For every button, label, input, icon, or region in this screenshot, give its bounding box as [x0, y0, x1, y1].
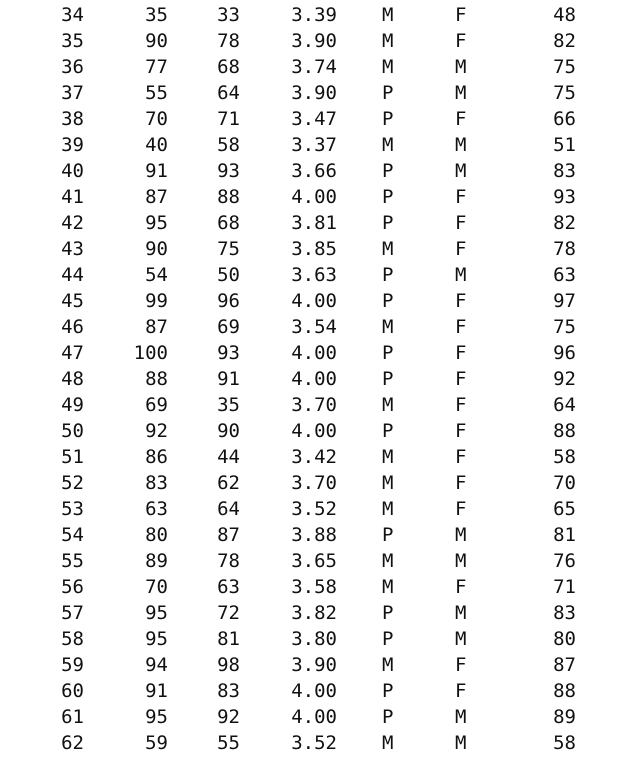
- gender-cell: M: [455, 264, 467, 286]
- col2-cell: 59: [145, 732, 168, 754]
- col2-cell: 89: [145, 550, 168, 572]
- code-cell: P: [382, 82, 394, 104]
- col2-cell: 99: [145, 290, 168, 312]
- table-row: [0, 548, 644, 574]
- score-cell: 76: [553, 550, 576, 572]
- gpa-cell: 3.52: [291, 732, 337, 754]
- gender-cell: M: [455, 56, 467, 78]
- gender-cell: M: [455, 706, 467, 728]
- col3-cell: 88: [217, 186, 240, 208]
- gpa-cell: 3.81: [291, 212, 337, 234]
- code-cell: P: [382, 602, 394, 624]
- table-row: [0, 366, 644, 392]
- col2-cell: 70: [145, 108, 168, 130]
- gpa-cell: 3.63: [291, 264, 337, 286]
- col2-cell: 55: [145, 82, 168, 104]
- score-cell: 75: [553, 82, 576, 104]
- gender-cell: F: [455, 4, 467, 26]
- gender-cell: F: [455, 342, 467, 364]
- col3-cell: 78: [217, 30, 240, 52]
- gender-cell: F: [455, 108, 467, 130]
- id-cell: 54: [61, 524, 84, 546]
- col3-cell: 44: [217, 446, 240, 468]
- table-row: [0, 704, 644, 730]
- gpa-cell: 3.42: [291, 446, 337, 468]
- id-cell: 34: [61, 4, 84, 26]
- score-cell: 82: [553, 30, 576, 52]
- id-cell: 61: [61, 706, 84, 728]
- gender-cell: M: [455, 160, 467, 182]
- code-cell: P: [382, 420, 394, 442]
- id-cell: 57: [61, 602, 84, 624]
- gender-cell: F: [455, 290, 467, 312]
- code-cell: M: [382, 576, 394, 598]
- code-cell: P: [382, 706, 394, 728]
- code-cell: M: [382, 550, 394, 572]
- id-cell: 51: [61, 446, 84, 468]
- col2-cell: 90: [145, 238, 168, 260]
- gender-cell: F: [455, 368, 467, 390]
- table-row: [0, 132, 644, 158]
- score-cell: 88: [553, 420, 576, 442]
- table-row: [0, 730, 644, 756]
- col3-cell: 98: [217, 654, 240, 676]
- id-cell: 36: [61, 56, 84, 78]
- gpa-cell: 4.00: [291, 680, 337, 702]
- col2-cell: 94: [145, 654, 168, 676]
- gpa-cell: 3.65: [291, 550, 337, 572]
- col3-cell: 69: [217, 316, 240, 338]
- code-cell: M: [382, 654, 394, 676]
- table-row: [0, 106, 644, 132]
- gpa-cell: 3.74: [291, 56, 337, 78]
- score-cell: 93: [553, 186, 576, 208]
- col2-cell: 35: [145, 4, 168, 26]
- col3-cell: 50: [217, 264, 240, 286]
- col2-cell: 54: [145, 264, 168, 286]
- gpa-cell: 3.80: [291, 628, 337, 650]
- score-cell: 75: [553, 56, 576, 78]
- table-row: [0, 314, 644, 340]
- col3-cell: 81: [217, 628, 240, 650]
- gender-cell: F: [455, 30, 467, 52]
- gender-cell: F: [455, 394, 467, 416]
- score-cell: 70: [553, 472, 576, 494]
- gender-cell: M: [455, 628, 467, 650]
- col3-cell: 33: [217, 4, 240, 26]
- table-row: [0, 496, 644, 522]
- table-row: [0, 444, 644, 470]
- score-cell: 48: [553, 4, 576, 26]
- gpa-cell: 3.90: [291, 82, 337, 104]
- id-cell: 45: [61, 290, 84, 312]
- code-cell: M: [382, 732, 394, 754]
- code-cell: P: [382, 212, 394, 234]
- table-row: [0, 626, 644, 652]
- col3-cell: 64: [217, 82, 240, 104]
- code-cell: M: [382, 134, 394, 156]
- code-cell: P: [382, 524, 394, 546]
- score-cell: 65: [553, 498, 576, 520]
- code-cell: P: [382, 160, 394, 182]
- id-cell: 44: [61, 264, 84, 286]
- col2-cell: 80: [145, 524, 168, 546]
- gender-cell: M: [455, 134, 467, 156]
- gpa-cell: 4.00: [291, 186, 337, 208]
- table-row: [0, 184, 644, 210]
- table-row: [0, 80, 644, 106]
- table-row: [0, 158, 644, 184]
- col3-cell: 72: [217, 602, 240, 624]
- gpa-cell: 3.88: [291, 524, 337, 546]
- col2-cell: 90: [145, 30, 168, 52]
- gender-cell: M: [455, 524, 467, 546]
- id-cell: 43: [61, 238, 84, 260]
- col3-cell: 91: [217, 368, 240, 390]
- code-cell: P: [382, 342, 394, 364]
- col3-cell: 64: [217, 498, 240, 520]
- data-table: [0, 2, 644, 756]
- gpa-cell: 3.90: [291, 654, 337, 676]
- col2-cell: 91: [145, 680, 168, 702]
- id-cell: 59: [61, 654, 84, 676]
- col2-cell: 91: [145, 160, 168, 182]
- score-cell: 83: [553, 602, 576, 624]
- gender-cell: F: [455, 498, 467, 520]
- id-cell: 56: [61, 576, 84, 598]
- table-row: [0, 574, 644, 600]
- gpa-cell: 4.00: [291, 420, 337, 442]
- col3-cell: 63: [217, 576, 240, 598]
- score-cell: 82: [553, 212, 576, 234]
- col3-cell: 90: [217, 420, 240, 442]
- gpa-cell: 4.00: [291, 706, 337, 728]
- id-cell: 41: [61, 186, 84, 208]
- id-cell: 42: [61, 212, 84, 234]
- col2-cell: 87: [145, 316, 168, 338]
- col3-cell: 71: [217, 108, 240, 130]
- score-cell: 87: [553, 654, 576, 676]
- col3-cell: 93: [217, 342, 240, 364]
- score-cell: 63: [553, 264, 576, 286]
- id-cell: 62: [61, 732, 84, 754]
- table-row: [0, 262, 644, 288]
- score-cell: 71: [553, 576, 576, 598]
- score-cell: 80: [553, 628, 576, 650]
- col3-cell: 62: [217, 472, 240, 494]
- code-cell: M: [382, 498, 394, 520]
- gpa-cell: 3.58: [291, 576, 337, 598]
- col2-cell: 40: [145, 134, 168, 156]
- gpa-cell: 3.47: [291, 108, 337, 130]
- col3-cell: 55: [217, 732, 240, 754]
- gender-cell: M: [455, 550, 467, 572]
- col3-cell: 68: [217, 212, 240, 234]
- table-row: [0, 210, 644, 236]
- table-row: [0, 392, 644, 418]
- score-cell: 96: [553, 342, 576, 364]
- table-row: [0, 652, 644, 678]
- gpa-cell: 3.85: [291, 238, 337, 260]
- col3-cell: 87: [217, 524, 240, 546]
- score-cell: 89: [553, 706, 576, 728]
- id-cell: 50: [61, 420, 84, 442]
- gpa-cell: 3.66: [291, 160, 337, 182]
- gender-cell: F: [455, 238, 467, 260]
- gpa-cell: 3.70: [291, 394, 337, 416]
- table-row: [0, 340, 644, 366]
- col2-cell: 77: [145, 56, 168, 78]
- code-cell: P: [382, 680, 394, 702]
- table-row: [0, 418, 644, 444]
- score-cell: 81: [553, 524, 576, 546]
- col2-cell: 86: [145, 446, 168, 468]
- id-cell: 55: [61, 550, 84, 572]
- id-cell: 48: [61, 368, 84, 390]
- gender-cell: F: [455, 472, 467, 494]
- col3-cell: 96: [217, 290, 240, 312]
- gender-cell: M: [455, 602, 467, 624]
- table-row: [0, 470, 644, 496]
- score-cell: 83: [553, 160, 576, 182]
- table-row: [0, 236, 644, 262]
- code-cell: P: [382, 186, 394, 208]
- gpa-cell: 3.37: [291, 134, 337, 156]
- col3-cell: 83: [217, 680, 240, 702]
- table-row: [0, 28, 644, 54]
- code-cell: P: [382, 368, 394, 390]
- code-cell: P: [382, 108, 394, 130]
- code-cell: M: [382, 30, 394, 52]
- code-cell: M: [382, 238, 394, 260]
- score-cell: 51: [553, 134, 576, 156]
- code-cell: M: [382, 394, 394, 416]
- id-cell: 46: [61, 316, 84, 338]
- col2-cell: 69: [145, 394, 168, 416]
- id-cell: 53: [61, 498, 84, 520]
- code-cell: P: [382, 264, 394, 286]
- gpa-cell: 3.39: [291, 4, 337, 26]
- code-cell: M: [382, 56, 394, 78]
- gpa-cell: 3.82: [291, 602, 337, 624]
- col3-cell: 93: [217, 160, 240, 182]
- col3-cell: 78: [217, 550, 240, 572]
- id-cell: 58: [61, 628, 84, 650]
- col2-cell: 83: [145, 472, 168, 494]
- col2-cell: 88: [145, 368, 168, 390]
- table-row: [0, 522, 644, 548]
- col3-cell: 68: [217, 56, 240, 78]
- score-cell: 58: [553, 732, 576, 754]
- id-cell: 40: [61, 160, 84, 182]
- gender-cell: M: [455, 732, 467, 754]
- id-cell: 60: [61, 680, 84, 702]
- score-cell: 66: [553, 108, 576, 130]
- code-cell: M: [382, 4, 394, 26]
- col2-cell: 70: [145, 576, 168, 598]
- col2-cell: 95: [145, 212, 168, 234]
- col2-cell: 95: [145, 602, 168, 624]
- col3-cell: 35: [217, 394, 240, 416]
- gender-cell: M: [455, 82, 467, 104]
- table-row: [0, 288, 644, 314]
- table-row: [0, 54, 644, 80]
- col3-cell: 75: [217, 238, 240, 260]
- score-cell: 75: [553, 316, 576, 338]
- score-cell: 64: [553, 394, 576, 416]
- table-row: [0, 600, 644, 626]
- gpa-cell: 3.70: [291, 472, 337, 494]
- table-row: [0, 2, 644, 28]
- col3-cell: 58: [217, 134, 240, 156]
- code-cell: M: [382, 446, 394, 468]
- gender-cell: F: [455, 654, 467, 676]
- id-cell: 38: [61, 108, 84, 130]
- score-cell: 58: [553, 446, 576, 468]
- gpa-cell: 3.90: [291, 30, 337, 52]
- col2-cell: 87: [145, 186, 168, 208]
- code-cell: M: [382, 472, 394, 494]
- id-cell: 47: [61, 342, 84, 364]
- gender-cell: F: [455, 420, 467, 442]
- id-cell: 52: [61, 472, 84, 494]
- score-cell: 88: [553, 680, 576, 702]
- gpa-cell: 3.52: [291, 498, 337, 520]
- id-cell: 37: [61, 82, 84, 104]
- code-cell: P: [382, 290, 394, 312]
- col2-cell: 100: [133, 342, 168, 364]
- code-cell: P: [382, 628, 394, 650]
- id-cell: 49: [61, 394, 84, 416]
- gender-cell: F: [455, 446, 467, 468]
- gender-cell: F: [455, 576, 467, 598]
- code-cell: M: [382, 316, 394, 338]
- gpa-cell: 4.00: [291, 368, 337, 390]
- col2-cell: 95: [145, 706, 168, 728]
- gender-cell: F: [455, 316, 467, 338]
- col3-cell: 92: [217, 706, 240, 728]
- col2-cell: 92: [145, 420, 168, 442]
- gpa-cell: 4.00: [291, 290, 337, 312]
- gpa-cell: 4.00: [291, 342, 337, 364]
- score-cell: 97: [553, 290, 576, 312]
- id-cell: 39: [61, 134, 84, 156]
- col2-cell: 63: [145, 498, 168, 520]
- id-cell: 35: [61, 30, 84, 52]
- gender-cell: F: [455, 212, 467, 234]
- score-cell: 92: [553, 368, 576, 390]
- score-cell: 78: [553, 238, 576, 260]
- gender-cell: F: [455, 680, 467, 702]
- gender-cell: F: [455, 186, 467, 208]
- gpa-cell: 3.54: [291, 316, 337, 338]
- col2-cell: 95: [145, 628, 168, 650]
- table-row: [0, 678, 644, 704]
